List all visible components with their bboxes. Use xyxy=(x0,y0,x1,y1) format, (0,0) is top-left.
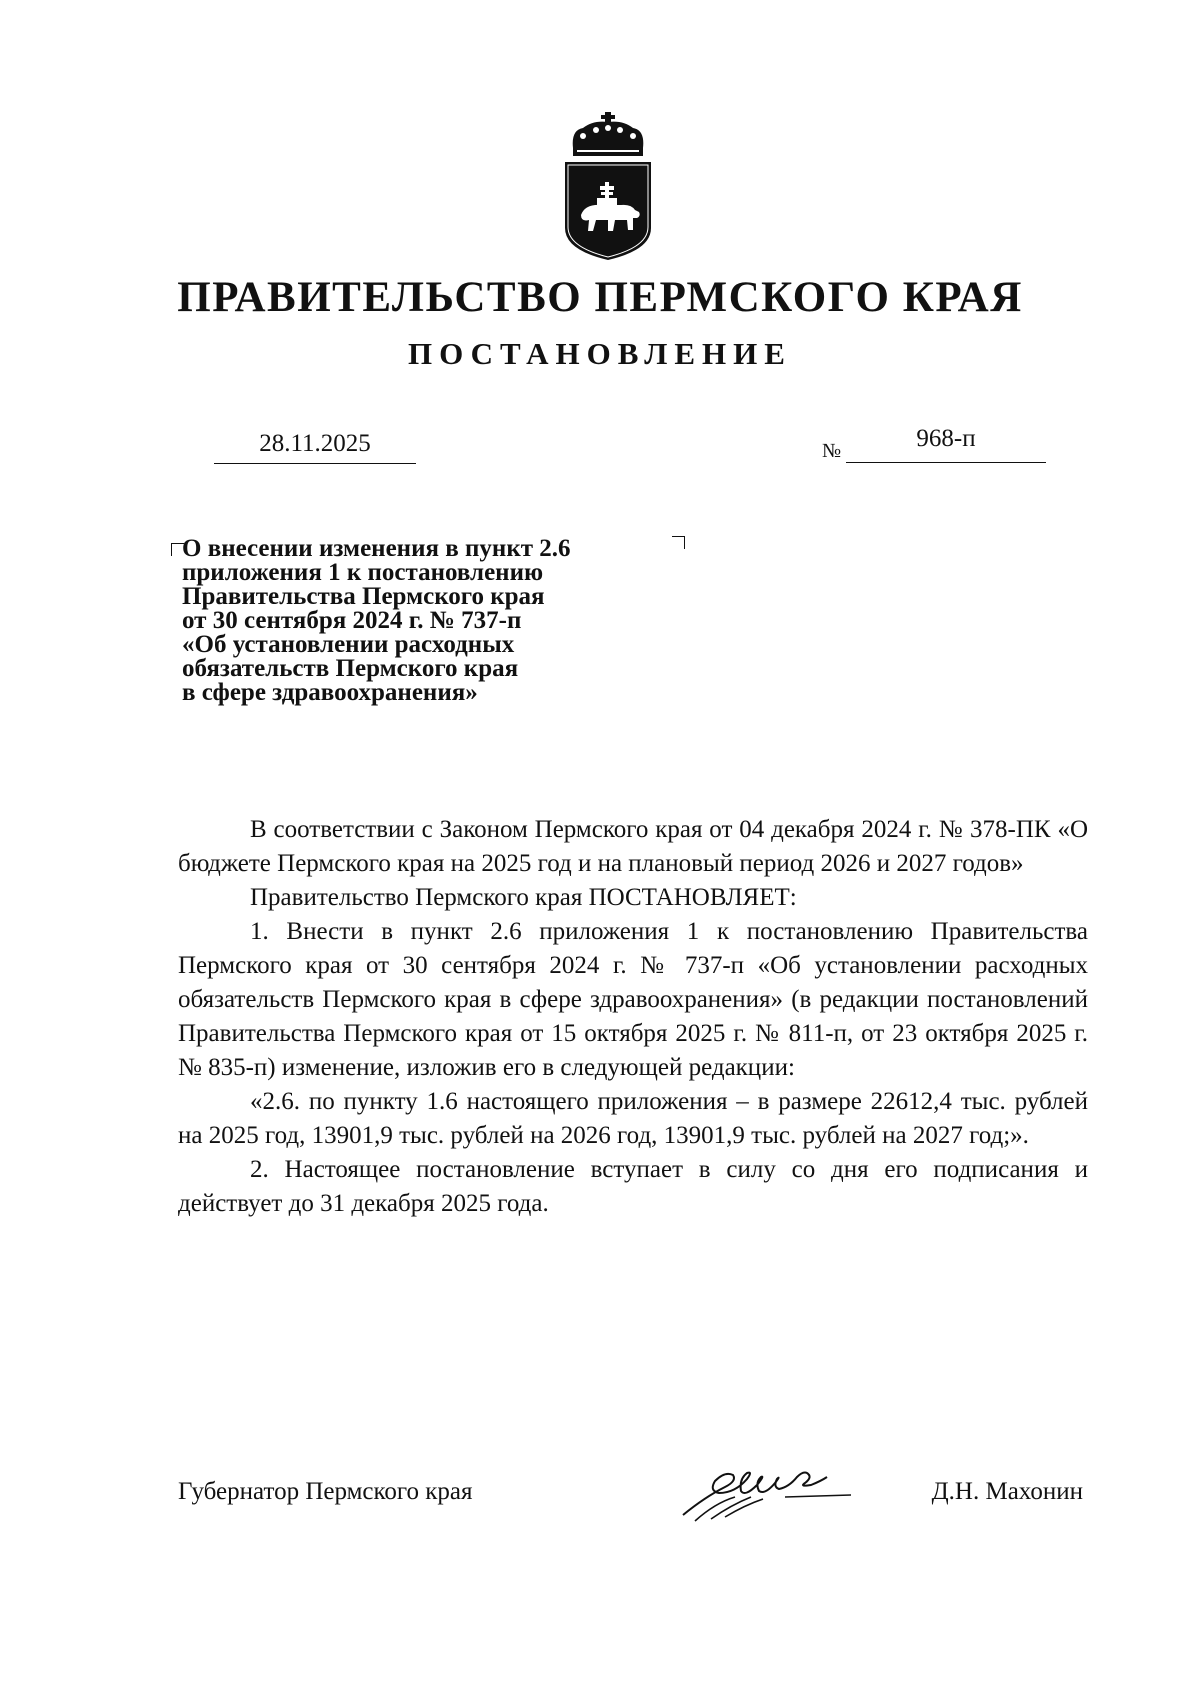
subject-line: от 30 сентября 2024 г. № 737-п xyxy=(182,607,522,634)
signatory-position: Губернатор Пермского края xyxy=(178,1478,473,1505)
subject-line: приложения 1 к постановлению xyxy=(182,559,544,586)
body-paragraph: Правительство Пермского края ПОСТАНОВЛЯЕТ: xyxy=(250,884,797,911)
subject-line: обязательств Пермского края xyxy=(182,655,519,682)
document-subject xyxy=(182,537,682,705)
document-type: ПОСТАНОВЛЕНИЕ xyxy=(408,336,792,371)
subject-line: в сфере здравоохранения» xyxy=(182,679,478,706)
subject-line: Правительства Пермского края xyxy=(182,583,545,610)
signatory-name: Д.Н. Махонин xyxy=(931,1478,1083,1505)
document-body xyxy=(178,813,1088,1221)
document-date: 28.11.2025 xyxy=(214,425,416,464)
body-paragraph: В соответствии с Законом Пермского края от 04 декабря 2024 г. № 378-ПК «О бюджете Пермского края на 2025 год и на плановый период 2026 и 2027 годов» xyxy=(178,816,1088,877)
body-paragraph: 1. Внести в пункт 2.6 приложения 1 к постановлению Правительства Пермского края от 30 сентября 2024 г. № 737-п «Об установлении расходных обязательств Пермского края в сфере здравоохранения» (в редакции постановлений Правительства Пермского края от 15 октября 2025 г. № 811-п, от 23 октября 2025 г. № 835-п) изменение, изложив его в следующей редакции: xyxy=(178,918,1088,1081)
subject-line: О внесении изменения в пункт 2.6 xyxy=(182,535,571,562)
subject-line: «Об установлении расходных xyxy=(182,631,515,658)
body-paragraph: 2. Настоящее постановление вступает в силу со дня его подписания и действует до 31 декабря 2025 года. xyxy=(178,1156,1088,1217)
number-sign: № xyxy=(822,440,842,462)
body-paragraph: «2.6. по пункту 1.6 настоящего приложения – в размере 22612,4 тыс. рублей на 2025 год, 13901,9 тыс. рублей на 2026 год, 13901,9 тыс. рублей на 2027 год;». xyxy=(178,1088,1088,1149)
coat-of-arms-icon xyxy=(563,110,653,262)
handwritten-signature-icon xyxy=(675,1457,855,1527)
organization-title: ПРАВИТЕЛЬСТВО ПЕРМСКОГО КРАЯ xyxy=(177,274,1023,321)
document-number: 968-п xyxy=(846,420,1046,463)
signature-block xyxy=(178,1475,1083,1535)
